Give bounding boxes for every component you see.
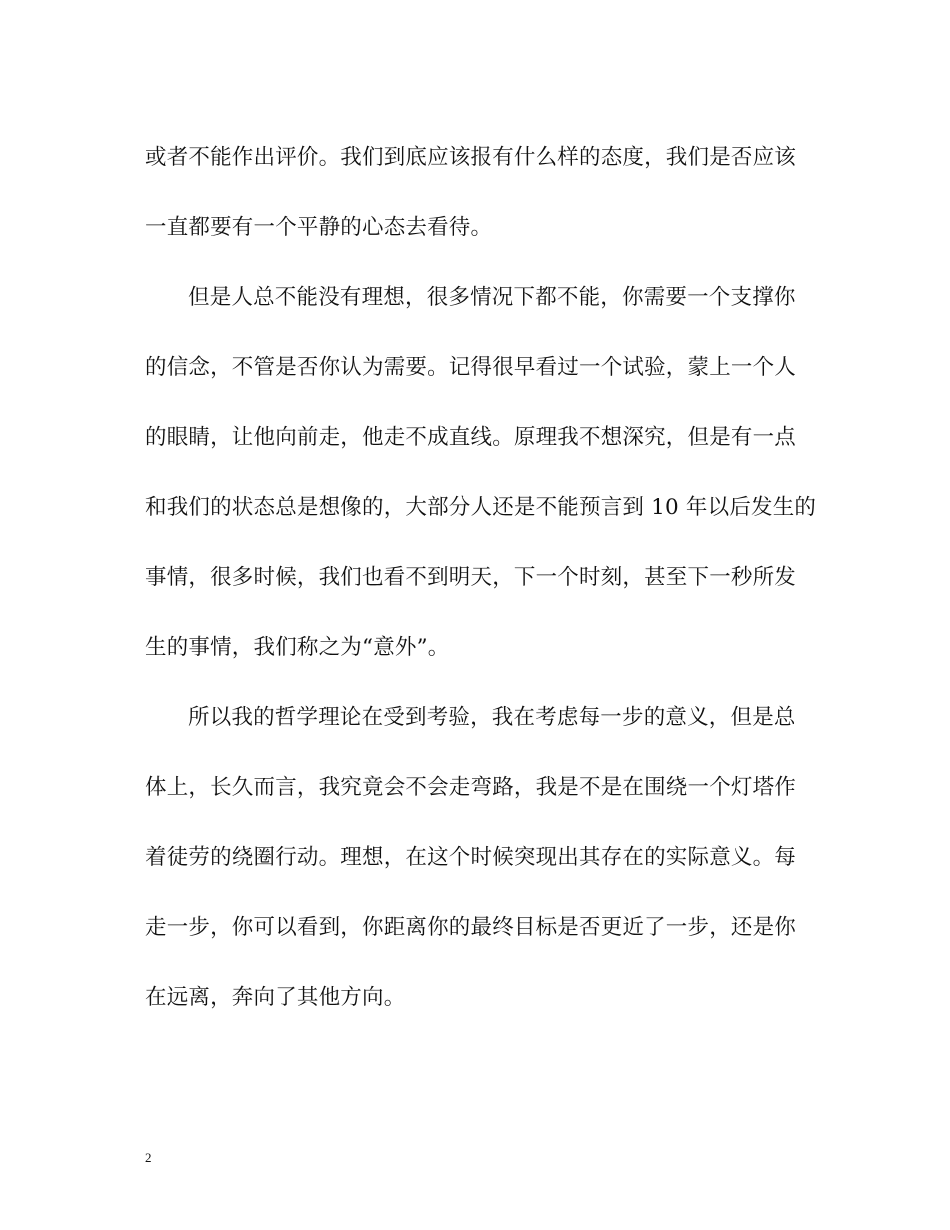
text-line: 的眼睛，让他向前走，他走不成直线。原理我不想深究，但是有一点 <box>145 425 797 450</box>
text-line: 和我们的状态总是想像的，大部分人还是不能预言到 10 年以后发生的 <box>145 495 817 520</box>
text-line: 体上，长久而言，我究竟会不会走弯路，我是不是在围绕一个灯塔作 <box>145 775 797 800</box>
page-number: 2 <box>145 1150 152 1165</box>
text-line: 着徒劳的绕圈行动。理想，在这个时候突现出其存在的实际意义。每 <box>145 845 797 870</box>
paragraph-first-line: 所以我的哲学理论在受到考验，我在考虑每一步的意义，但是总 <box>188 705 796 730</box>
text-line: 走一步，你可以看到，你距离你的最终目标是否更近了一步，还是你 <box>145 915 797 940</box>
text-line: 一直都要有一个平静的心态去看待。 <box>145 215 493 240</box>
text-line: 生的事情，我们称之为“意外”。 <box>145 635 450 660</box>
paragraph-first-line: 但是人总不能没有理想，很多情况下都不能，你需要一个支撑你 <box>188 285 796 310</box>
text-line: 事情，很多时候，我们也看不到明天，下一个时刻，甚至下一秒所发 <box>145 565 797 590</box>
text-line: 或者不能作出评价。我们到底应该报有什么样的态度，我们是否应该 <box>145 145 797 170</box>
text-line: 的信念，不管是否你认为需要。记得很早看过一个试验，蒙上一个人 <box>145 355 797 380</box>
text-line: 在远离，奔向了其他方向。 <box>145 985 406 1010</box>
